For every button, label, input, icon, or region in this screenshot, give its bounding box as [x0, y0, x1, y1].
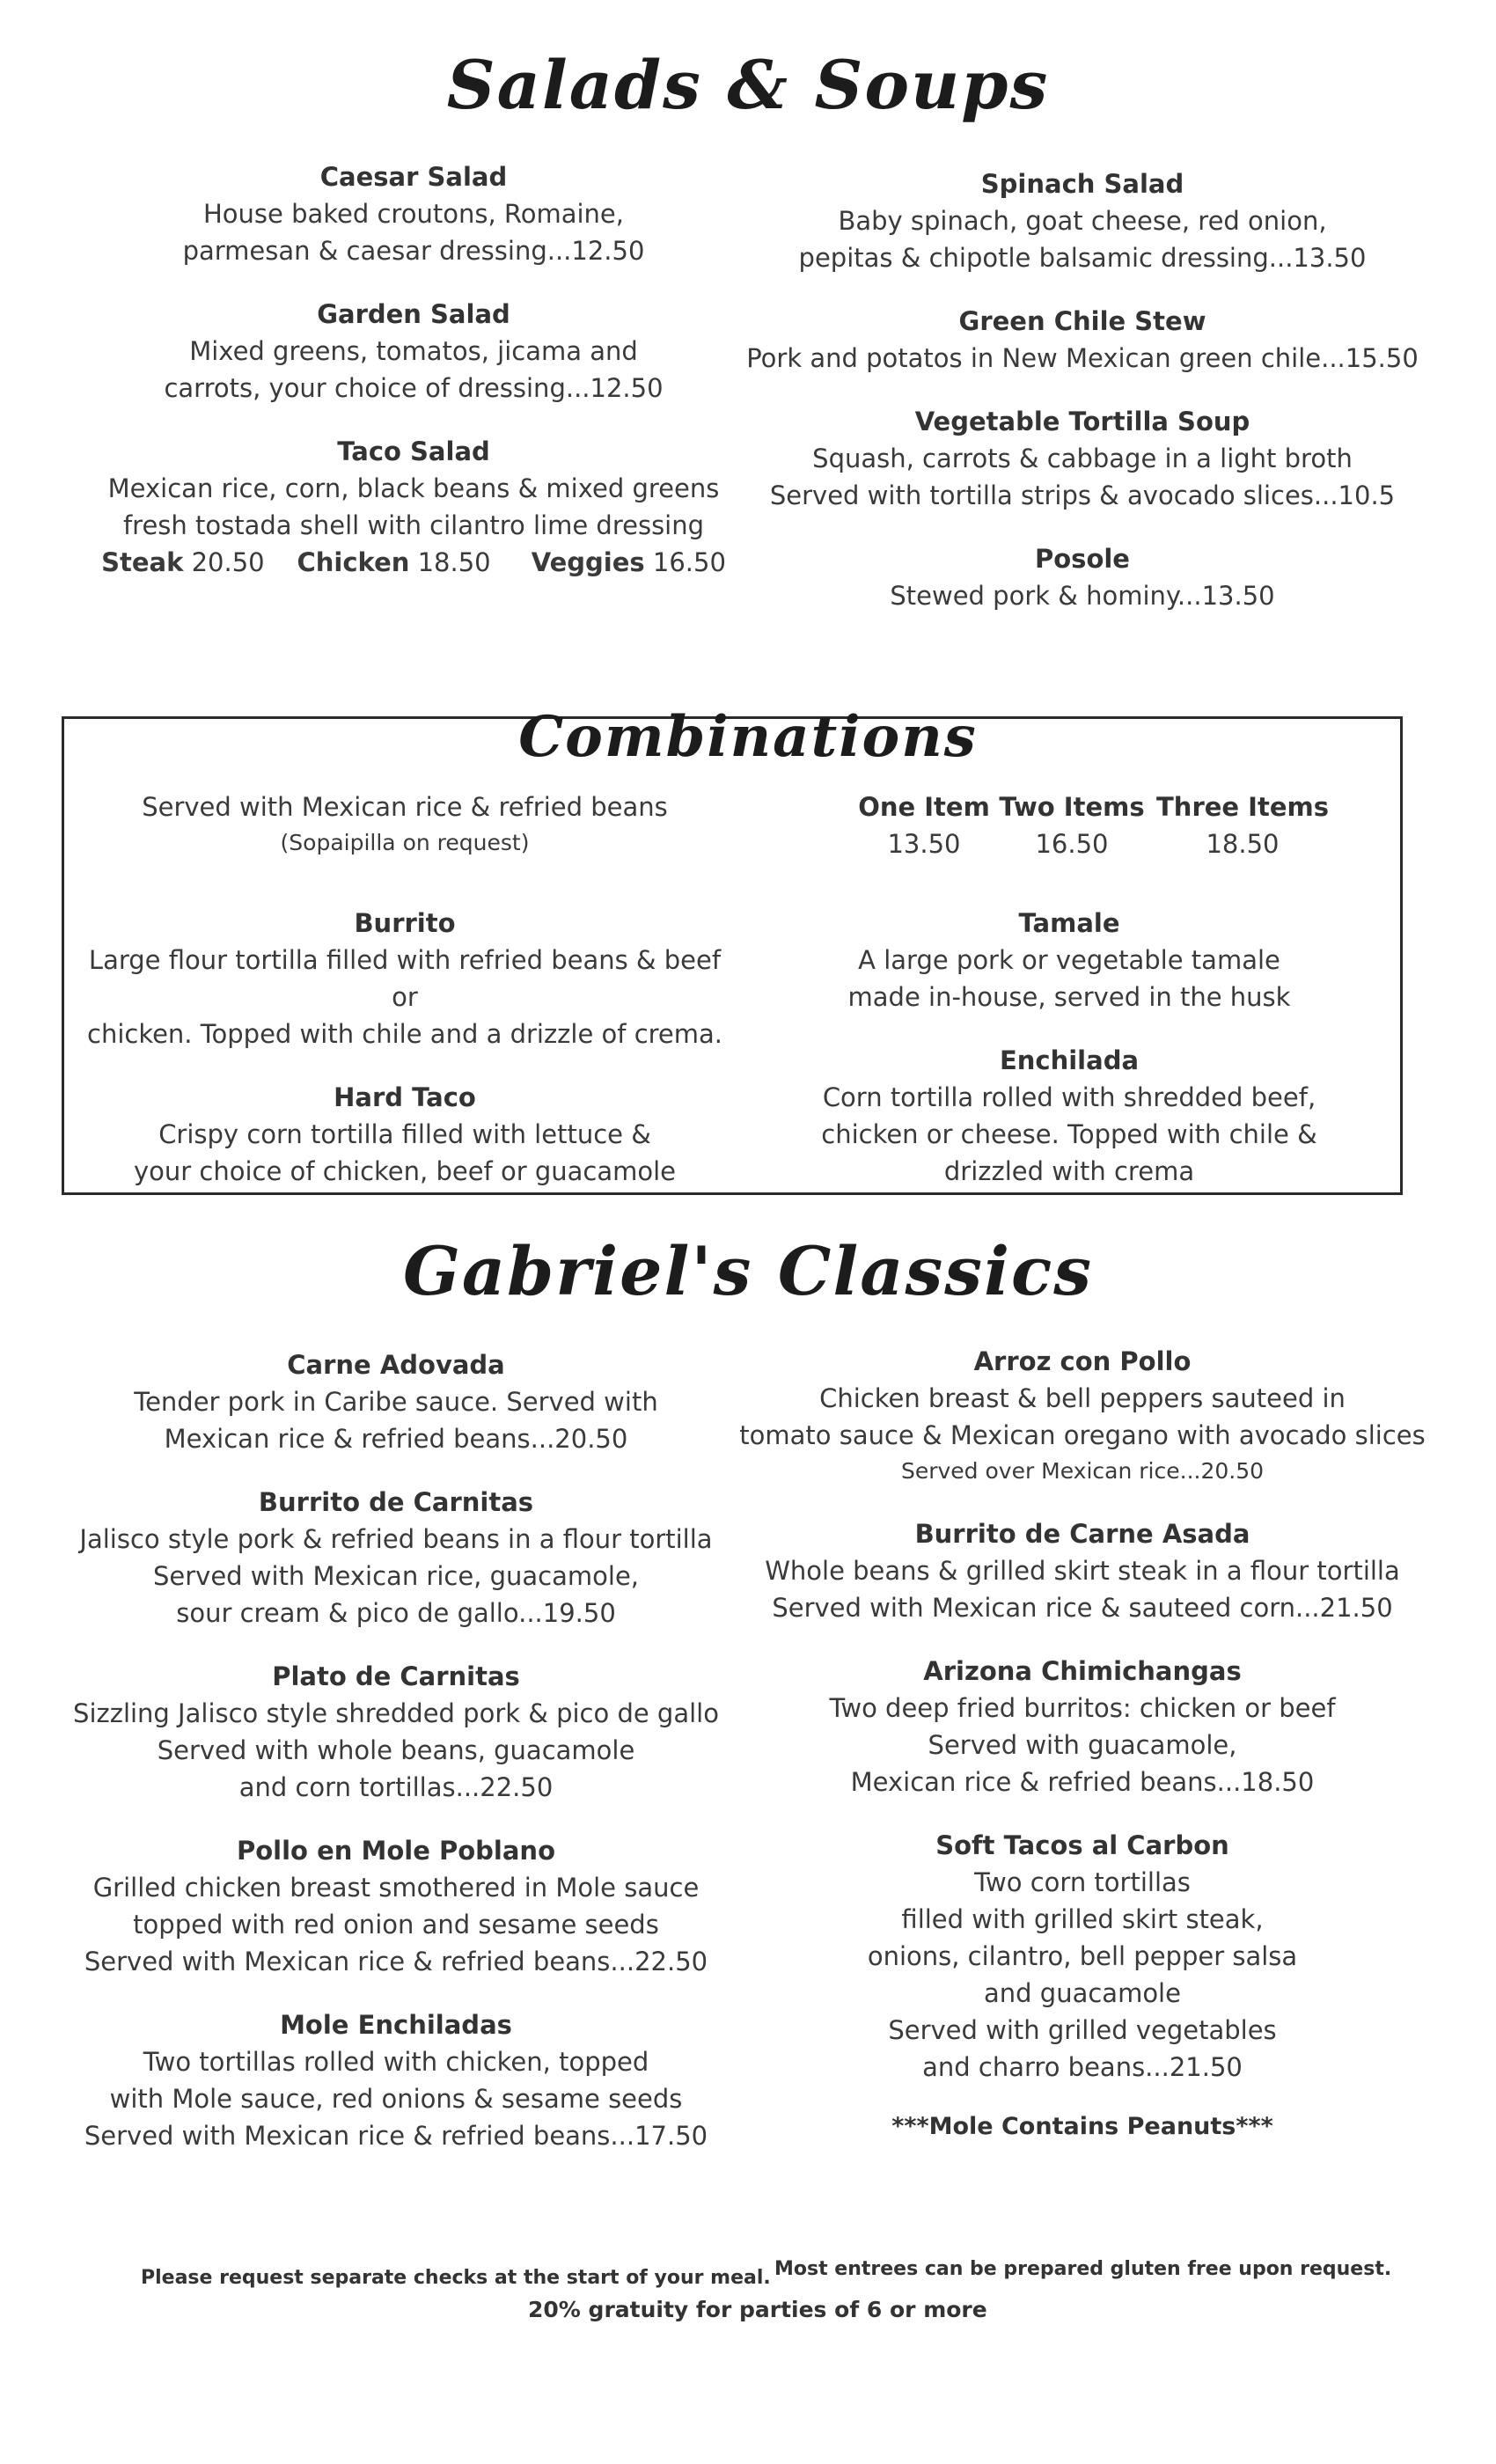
item-description: Squash, carrots & cabbage in a light broth [812, 444, 1353, 473]
item-description: Whole beans & grilled skirt steak in a flour tortilla [765, 1556, 1400, 1586]
item-description: A large pork or vegetable tamale [858, 945, 1280, 975]
gluten-free-note: Most entrees can be prepared gluten free upon request. [774, 2258, 1392, 2280]
menu-item-posole [739, 540, 1426, 614]
menu-item-enchilada [766, 1042, 1373, 1190]
salads-right-column [739, 165, 1426, 614]
item-name: Hard Taco [334, 1082, 476, 1112]
item-serving-note: Served over Mexican rice...20.50 [900, 1458, 1265, 1484]
menu-item-green-chile-stew [739, 303, 1426, 377]
price-label: Two Items [999, 792, 1145, 822]
item-description: chicken. Topped with chile and a drizzle of crema. [87, 1019, 722, 1049]
item-description: your choice of chicken, beef or guacamole [133, 1156, 677, 1186]
item-description: Two corn tortillas [974, 1867, 1191, 1897]
combinations-heading: Combinations [518, 704, 978, 770]
salads-left-column [88, 158, 739, 581]
item-description: filled with grilled skirt steak, [901, 1904, 1264, 1934]
item-description: Sizzling Jalisco style shredded pork & pico de gallo [73, 1698, 719, 1728]
price-value: 13.50 [887, 829, 961, 859]
item-name: Posole [1035, 544, 1130, 574]
item-name: Burrito [354, 908, 456, 938]
menu-item-tamale [766, 905, 1373, 1016]
item-description: Large flour tortilla filled with refried beans & beef or [88, 945, 722, 1012]
menu-item-burrito [79, 905, 730, 1052]
menu-item-plato-de-carnitas [70, 1658, 722, 1806]
item-description: and guacamole [984, 1978, 1181, 2008]
item-description: Served with guacamole, [928, 1730, 1237, 1760]
item-name: Tamale [1018, 908, 1120, 938]
item-description: fresh tostada shell with cilantro lime dressing [122, 510, 705, 540]
menu-item-arroz-con-pollo [739, 1343, 1426, 1489]
item-description: sour cream & pico de gallo...19.50 [176, 1598, 616, 1628]
item-description: House baked croutons, Romaine, [202, 199, 624, 229]
item-description: topped with red onion and sesame seeds [133, 1910, 659, 1940]
item-name: Caesar Salad [319, 162, 508, 192]
item-description: Mexican rice & refried beans...20.50 [164, 1424, 628, 1454]
combinations-left-column [79, 905, 730, 1190]
classics-heading: Gabriel's Classics [402, 1232, 1094, 1310]
item-description: pepitas & chipotle balsamic dressing...13.50 [798, 243, 1367, 273]
separate-checks-note: Please request separate checks at the start of your meal. [141, 2267, 771, 2289]
price-label: Three Items [1156, 792, 1329, 822]
menu-item-hard-taco [79, 1079, 730, 1190]
option-price: 20.50 [191, 547, 265, 577]
menu-item-burrito-de-carnitas [70, 1484, 722, 1632]
salads-soups-heading: Salads & Soups [446, 46, 1050, 124]
price-label: One Item [858, 792, 990, 822]
item-description: Served with tortilla strips & avocado slices...10.5 [769, 480, 1396, 510]
price-column-two-items [993, 788, 1151, 862]
item-name: Green Chile Stew [958, 306, 1206, 336]
item-name: Burrito de Carne Asada [914, 1519, 1250, 1549]
classics-right-column [739, 1343, 1426, 2145]
combinations-served-note [79, 788, 730, 861]
gratuity-note: 20% gratuity for parties of 6 or more [528, 2297, 987, 2322]
item-description: parmesan & caesar dressing...12.50 [182, 236, 645, 266]
item-description: Jalisco style pork & refried beans in a flour tortilla [79, 1524, 713, 1554]
item-name: Arizona Chimichangas [923, 1656, 1242, 1686]
item-name: Mole Enchiladas [280, 2010, 512, 2040]
menu-item-spinach-salad [739, 165, 1426, 276]
menu-item-carne-adovada [70, 1346, 722, 1457]
item-description: made in-house, served in the husk [847, 982, 1291, 1012]
menu-item-vegetable-tortilla-soup [739, 403, 1426, 514]
item-description: Stewed pork & hominy...13.50 [890, 581, 1275, 611]
mole-peanut-warning: ***Mole Contains Peanuts*** [891, 2113, 1273, 2140]
item-description: Crispy corn tortilla filled with lettuce & [158, 1119, 651, 1149]
item-description: Served with Mexican rice & refried beans...17.50 [84, 2121, 708, 2151]
menu-item-arizona-chimichangas [739, 1653, 1426, 1800]
item-name: Enchilada [999, 1045, 1140, 1075]
item-description: Mixed greens, tomatos, jicama and [189, 336, 638, 366]
item-description: Tender pork in Caribe sauce. Served with [134, 1387, 658, 1417]
menu-item-caesar-salad [88, 158, 739, 269]
item-description: Corn tortilla rolled with shredded beef, [822, 1082, 1316, 1112]
option-label: Veggies [531, 547, 645, 577]
item-description: Pork and potatos in New Mexican green chile...15.50 [746, 343, 1419, 373]
menu-item-pollo-en-mole-poblano [70, 1832, 722, 1980]
item-description: Served with grilled vegetables [888, 2015, 1277, 2045]
option-price: 18.50 [417, 547, 491, 577]
served-with-text: Served with Mexican rice & refried beans [142, 792, 668, 822]
item-description: Chicken breast & bell peppers sauteed in [819, 1383, 1346, 1413]
item-name: Spinach Salad [980, 169, 1184, 199]
classics-left-column [70, 1346, 722, 2154]
item-description: chicken or cheese. Topped with chile & [821, 1119, 1317, 1149]
item-description: Served with Mexican rice & refried beans...22.50 [84, 1947, 708, 1976]
item-description: and charro beans...21.50 [922, 2052, 1243, 2082]
item-name: Carne Adovada [287, 1350, 505, 1380]
menu-item-mole-enchiladas [70, 2006, 722, 2154]
item-name: Arroz con Pollo [973, 1346, 1192, 1376]
item-description: with Mole sauce, red onions & sesame seeds [109, 2084, 683, 2114]
item-description: Served with Mexican rice & sauteed corn...21.50 [772, 1593, 1393, 1623]
item-description: Baby spinach, goat cheese, red onion, [838, 206, 1327, 236]
price-value: 18.50 [1206, 829, 1280, 859]
item-description: Two deep fried burritos: chicken or beef [829, 1693, 1336, 1723]
item-name: Plato de Carnitas [272, 1661, 520, 1691]
menu-item-taco-salad [88, 433, 739, 581]
taco-salad-options [88, 544, 739, 581]
price-value: 16.50 [1035, 829, 1109, 859]
item-name: Vegetable Tortilla Soup [914, 407, 1250, 436]
menu-item-soft-tacos-al-carbon [739, 1827, 1426, 2086]
item-description: Mexican rice & refried beans...18.50 [850, 1767, 1315, 1797]
item-name: Burrito de Carnitas [258, 1487, 534, 1517]
item-description: Mexican rice, corn, black beans & mixed greens [107, 473, 720, 503]
item-description: Grilled chicken breast smothered in Mole sauce [92, 1873, 700, 1903]
combinations-right-column [766, 905, 1373, 1190]
item-description: tomato sauce & Mexican oregano with avocado slices [739, 1420, 1426, 1450]
item-name: Garden Salad [317, 299, 510, 329]
option-label: Steak [101, 547, 184, 577]
price-column-one-item [845, 788, 1003, 862]
item-description: Served with Mexican rice, guacamole, [152, 1561, 640, 1591]
item-description: and corn tortillas...22.50 [238, 1772, 554, 1802]
item-name: Taco Salad [337, 436, 490, 466]
item-description: carrots, your choice of dressing...12.50 [164, 373, 664, 403]
item-description: Two tortillas rolled with chicken, topped [143, 2047, 649, 2077]
price-column-three-items [1155, 788, 1331, 862]
menu-item-burrito-de-carne-asada [739, 1515, 1426, 1626]
item-name: Pollo en Mole Poblano [237, 1836, 555, 1866]
item-description: drizzled with crema [943, 1156, 1195, 1186]
option-label: Chicken [297, 547, 410, 577]
option-price: 16.50 [652, 547, 726, 577]
item-description: onions, cilantro, bell pepper salsa [867, 1941, 1298, 1971]
item-name: Soft Tacos al Carbon [935, 1830, 1229, 1860]
item-description: Served with whole beans, guacamole [157, 1735, 635, 1765]
sopaipilla-note: (Sopaipilla on request) [280, 830, 530, 855]
menu-item-garden-salad [88, 296, 739, 407]
